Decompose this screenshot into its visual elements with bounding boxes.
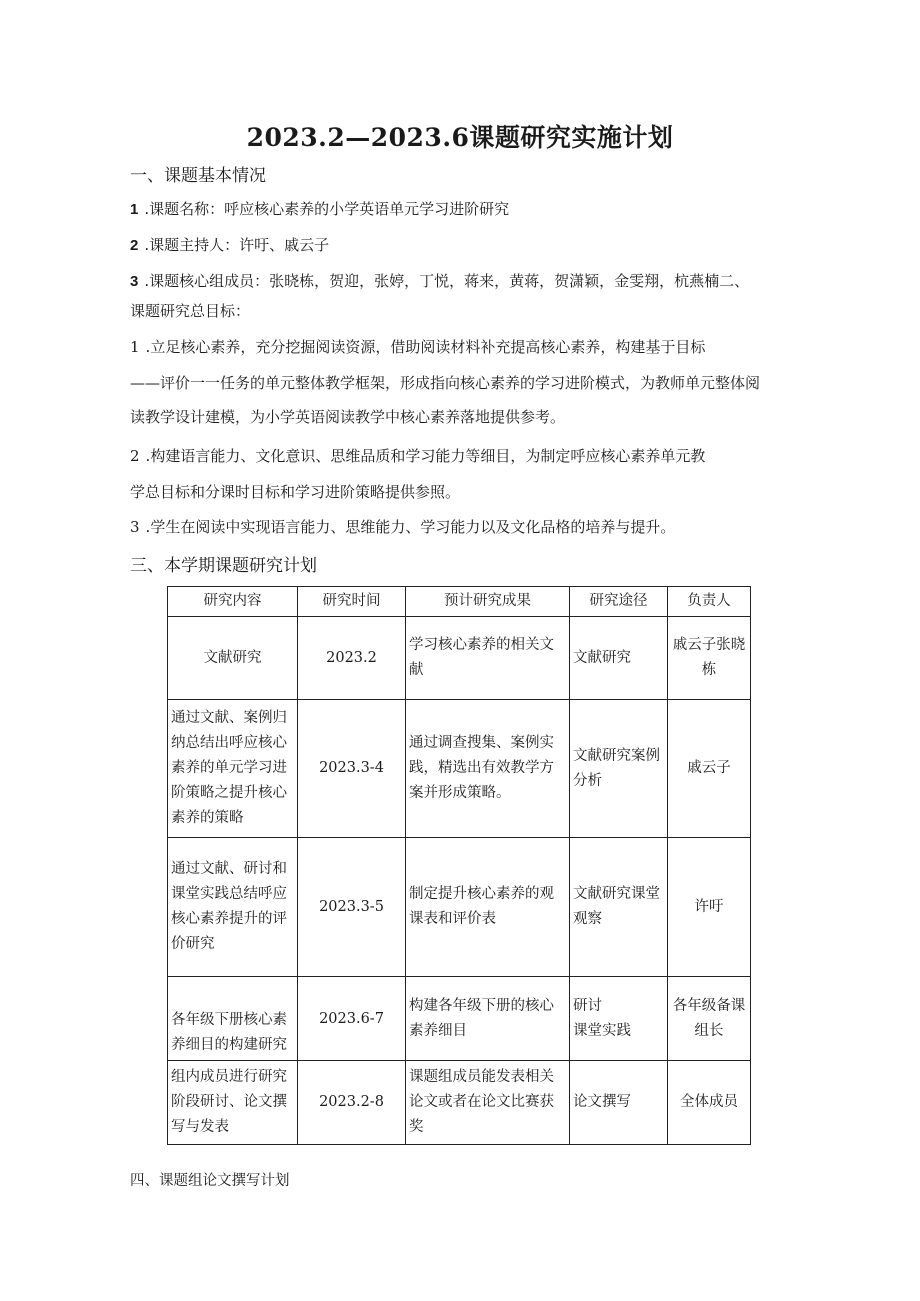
table-row — [168, 838, 751, 977]
basic-info-item-1 — [130, 198, 509, 219]
cell-person: 全体成员 — [668, 1061, 751, 1145]
cell-content: 通过文献、研讨和课堂实践总结呼应核心素养提升的评价研究 — [168, 838, 298, 977]
item-number: 3 — [130, 273, 139, 290]
cell-content: 通过文献、案例归纳总结出呼应核心素养的单元学习进阶策略之提升核心素养的策略 — [168, 700, 298, 838]
section3-heading: 三、本学期课题研究计划 — [130, 556, 317, 576]
basic-info-item-2 — [130, 234, 329, 255]
basic-info-item-3 — [130, 270, 749, 291]
cell-method: 论文撰写 — [570, 1061, 668, 1145]
cell-content: 各年级下册核心素养细目的构建研究 — [168, 977, 298, 1061]
item-text: .课题主持人：许吁、戚云子 — [144, 236, 330, 254]
header-method: 研究途径 — [570, 587, 668, 617]
cell-person: 戚云子 — [668, 700, 751, 838]
item-number: 2 — [130, 237, 139, 254]
header-result: 预计研究成果 — [406, 587, 570, 617]
table-row — [168, 1061, 751, 1145]
goal-text: .立足核心素养，充分挖掘阅读资源，借助阅读材料补充提高核心素养，构建基于目标 — [145, 338, 706, 356]
cell-time: 2023.6-7 — [298, 977, 406, 1061]
table-row — [168, 617, 751, 700]
goal-1-line-2: ——评价一一任务的单元整体教学框架，形成指向核心素养的学习进阶模式，为教师单元整体阅 — [130, 374, 761, 392]
cell-result: 构建各年级下册的核心素养细目 — [406, 977, 570, 1061]
cell-result: 课题组成员能发表相关论文或者在论文比赛获奖 — [406, 1061, 570, 1145]
header-person: 负责人 — [668, 587, 751, 617]
goal-text: .构建语言能力、文化意识、思维品质和学习能力等细目，为制定呼应核心素养单元教 — [145, 447, 706, 465]
goal-number: 1 — [130, 338, 140, 356]
section1-heading: 一、课题基本情况 — [130, 166, 266, 186]
goal-number: 2 — [130, 447, 140, 465]
goal-1-line-3: 读教学设计建模，为小学英语阅读教学中核心素养落地提供参考。 — [130, 408, 566, 426]
cell-person: 各年级备课组长 — [668, 977, 751, 1061]
research-plan-table — [167, 586, 751, 1145]
cell-person: 许吁 — [668, 838, 751, 977]
goal-1-line-1 — [130, 336, 705, 357]
table-row — [168, 977, 751, 1061]
cell-method: 文献研究案例分析 — [570, 700, 668, 838]
item-text: .课题名称：呼应核心素养的小学英语单元学习进阶研究 — [144, 200, 510, 218]
cell-result: 制定提升核心素养的观课表和评价表 — [406, 838, 570, 977]
cell-method: 文献研究 — [570, 617, 668, 700]
header-content: 研究内容 — [168, 587, 298, 617]
table-header-row — [168, 587, 751, 617]
goal-2-line-2: 学总目标和分课时目标和学习进阶策略提供参照。 — [130, 483, 461, 501]
cell-time: 2023.2-8 — [298, 1061, 406, 1145]
cell-person: 戚云子张晓栋 — [668, 617, 751, 700]
cell-time: 2023.3-5 — [298, 838, 406, 977]
cell-time: 2023.3-4 — [298, 700, 406, 838]
header-time: 研究时间 — [298, 587, 406, 617]
cell-time: 2023.2 — [298, 617, 406, 700]
cell-content: 文献研究 — [168, 617, 298, 700]
goal-3-line-1 — [130, 516, 675, 537]
item-number: 1 — [130, 201, 139, 218]
goal-number: 3 — [130, 518, 140, 536]
cell-content: 组内成员进行研究阶段研讨、论文撰写与发表 — [168, 1061, 298, 1145]
goal-2-line-1 — [130, 445, 705, 466]
section4-heading: 四、课题组论文撰写计划 — [130, 1173, 290, 1189]
goal-text: .学生在阅读中实现语言能力、思维能力、学习能力以及文化品格的培养与提升。 — [145, 518, 676, 536]
cell-result: 学习核心素养的相关文献 — [406, 617, 570, 700]
section2-heading: 课题研究总目标： — [130, 302, 251, 320]
document-title: 2023.2—2023.6课题研究实施计划 — [246, 123, 674, 152]
item-text: .课题核心组成员：张晓栋，贺迎，张婷，丁悦，蒋来，黄蒋，贺潇颖，金雯翔，杭燕楠二、 — [144, 272, 750, 290]
cell-method: 研讨 课堂实践 — [570, 977, 668, 1061]
cell-result: 通过调查搜集、案例实践，精选出有效教学方案并形成策略。 — [406, 700, 570, 838]
cell-method: 文献研究课堂观察 — [570, 838, 668, 977]
table-row — [168, 700, 751, 838]
